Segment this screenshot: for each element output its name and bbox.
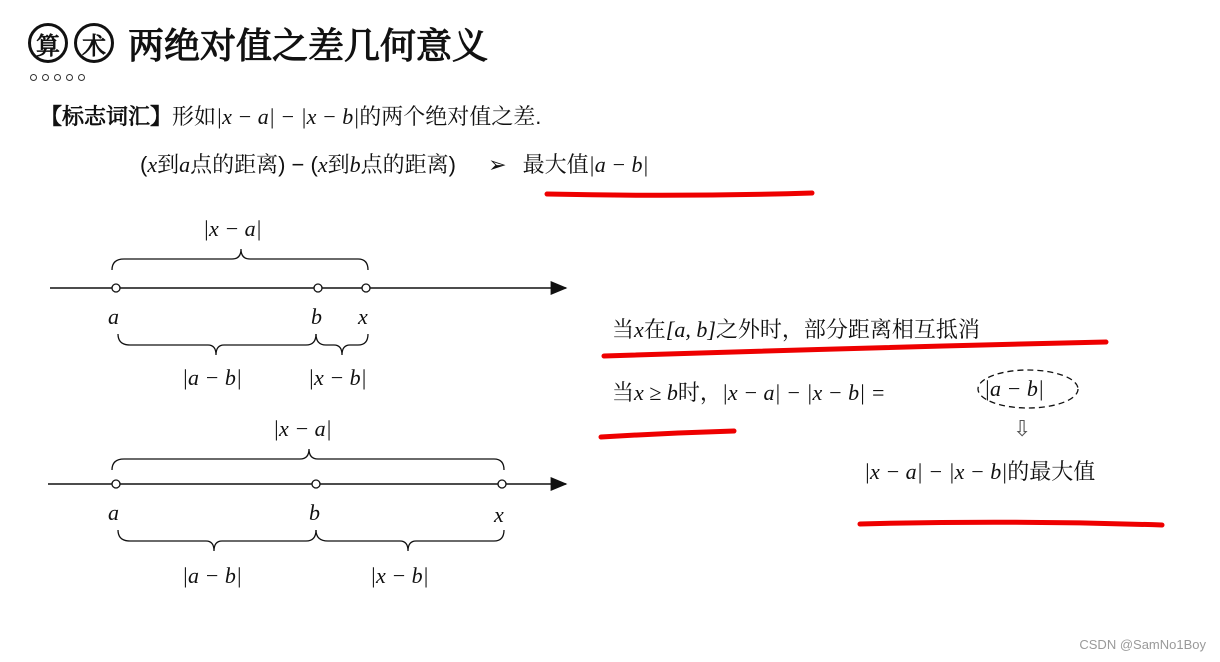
conclusion-expr: |x − a| − |x − b| xyxy=(864,459,1008,484)
intro-prefix: 形如 xyxy=(172,104,217,129)
note2-mid: 时， xyxy=(677,380,722,405)
paren-open: ( xyxy=(140,152,148,177)
intro-suffix: 的两个绝对值之差. xyxy=(359,104,542,129)
d1-top-label: |x − a| xyxy=(203,216,262,241)
point-b-2 xyxy=(312,480,320,488)
note1-var: x xyxy=(634,317,644,342)
note1-pre: 当 xyxy=(612,317,635,342)
red-underline-1 xyxy=(547,193,812,195)
arrow-icon: ➢ xyxy=(488,152,507,177)
conclusion-text: 的最大值 xyxy=(1007,459,1096,484)
red-underline-2 xyxy=(604,342,1106,356)
var-x-2: x xyxy=(317,152,328,177)
brace-bottom-left-2 xyxy=(118,530,316,551)
var-a: a xyxy=(179,152,191,177)
d1-point-b-label: b xyxy=(311,304,322,329)
red-underline-4 xyxy=(860,522,1162,525)
intro-expr: |x − a| − |x − b| xyxy=(216,104,360,129)
title-badge-shu: 术 xyxy=(74,23,114,63)
note1-interval: [a, b] xyxy=(665,317,716,342)
d1-point-x-label: x xyxy=(358,304,368,329)
d1-bottom-right-label: |x − b| xyxy=(308,365,367,390)
note2-pre: 当 xyxy=(612,380,635,405)
d2-point-x-label: x xyxy=(494,502,504,527)
page-title: 两绝对值之差几何意义 xyxy=(128,25,489,67)
note-x-ge-b xyxy=(612,376,885,407)
var-b: b xyxy=(349,152,361,177)
note2-cond: x ≥ b xyxy=(634,380,678,405)
point-a-2 xyxy=(112,480,120,488)
d2-point-b-label: b xyxy=(309,500,320,525)
d2-bottom-right-label: |x − b| xyxy=(370,563,429,588)
note2-circled-expr: |a − b| xyxy=(984,376,1044,401)
d2-point-a-label: a xyxy=(108,500,119,525)
distance-a-text: 点的距离) − ( xyxy=(190,152,318,177)
max-label: 最大值 xyxy=(522,152,589,177)
intro-tag: 【标志词汇】 xyxy=(40,104,173,129)
down-arrow-icon: ⇩ xyxy=(1013,416,1032,441)
point-x-2 xyxy=(498,480,506,488)
distance-b-text: 点的距离) xyxy=(360,152,456,177)
brace-bottom-right-1 xyxy=(316,334,368,355)
d2-top-label: |x − a| xyxy=(273,416,332,441)
brace-top-1 xyxy=(112,249,368,270)
max-expr: |a − b| xyxy=(588,152,649,177)
d2-bottom-left-label: |a − b| xyxy=(182,563,242,588)
watermark: CSDN @SamNo1Boy xyxy=(1079,637,1206,652)
conclusion xyxy=(864,455,1095,486)
brace-top-2 xyxy=(112,449,504,470)
point-b-1 xyxy=(314,284,322,292)
note2-expr: |x − a| − |x − b| = xyxy=(721,380,886,405)
word-dao-2: 到 xyxy=(327,152,350,177)
var-x-1: x xyxy=(147,152,158,177)
brace-bottom-right-2 xyxy=(316,530,504,551)
point-x-1 xyxy=(362,284,370,292)
note1-post: 之外时，部分距离相互抵消 xyxy=(715,317,980,342)
d1-bottom-left-label: |a − b| xyxy=(182,365,242,390)
red-underline-3 xyxy=(601,431,734,437)
note1-mid: 在 xyxy=(643,317,666,342)
brace-bottom-left-1 xyxy=(118,334,316,355)
title-badge-suan: 算 xyxy=(28,23,68,63)
d1-point-a-label: a xyxy=(108,304,119,329)
point-a-1 xyxy=(112,284,120,292)
word-dao-1: 到 xyxy=(157,152,180,177)
note-outside-interval xyxy=(612,313,980,344)
